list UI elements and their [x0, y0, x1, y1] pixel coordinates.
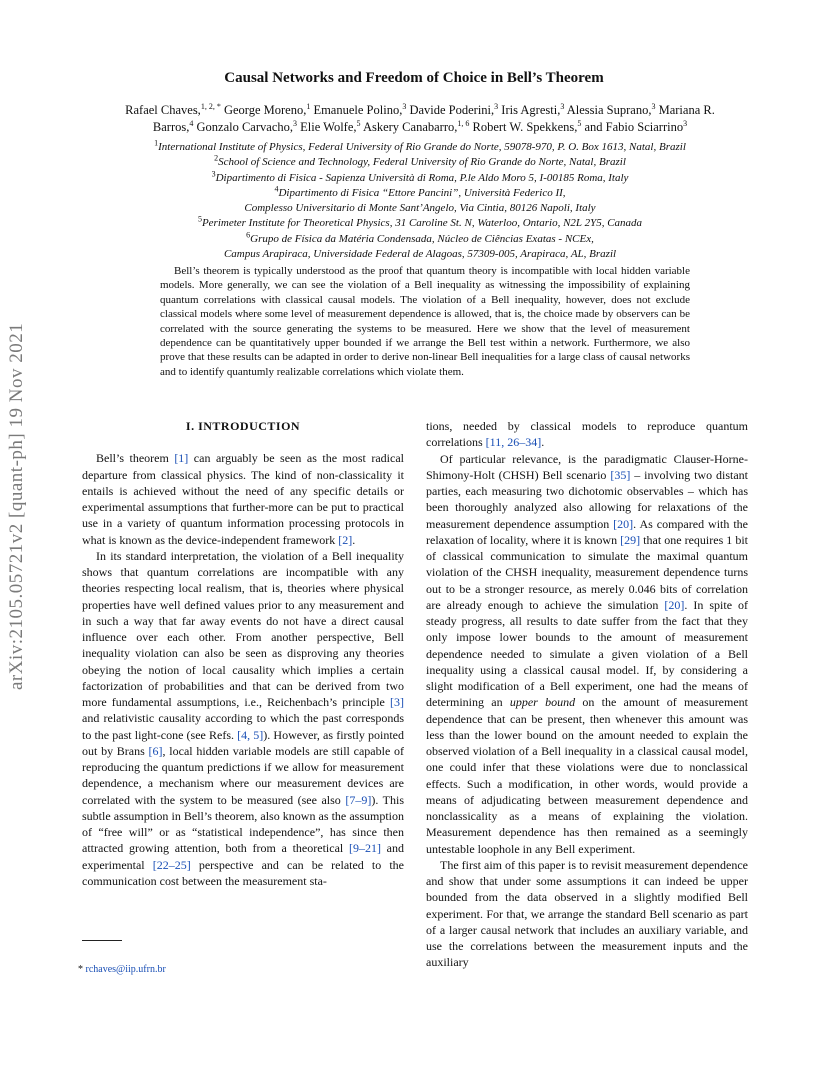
author-list [70, 102, 770, 136]
body-paragraph: Bell’s theorem [1] can arguably be seen as the most radical departure from classical physics. The kind of non-classicality it entails is achieved without the need of any specific details or experimental assumptions that further-more can be put to practical use in a variety of quantum information processing protocols in what is known as the device-independent framework [2]. [82, 451, 404, 547]
author-line-2: Barros,$^4$ Gonzalo Carvacho,$^3$ Elie Wolfe,$^5$ Askery Canabarro,$^{1, 6}$ Robert W. Spekkens,$^5$ and Fabio Sciarrino$^3$ [152, 118, 688, 134]
abstract [160, 264, 690, 379]
abstract-text: Bell’s theorem is typically understood as the proof that quantum theory is incompatible with local hidden variable models. More generally, we can see the violation of a Bell inequality as witnessing the impossibility of explaining quantum correlations with classical causal models. The violation of a Bell inequality, however, does not exclude classical models where some level of measurement dependence is allowed, that is, the choice made by observers can be correlated with the source generating the systems to be measured. Here we show that the level of measurement dependence can be quantitatively upper bounded if we arrange the Bell test within a network. Furthermore, we also prove that these results can be adapted in order to derive non-linear Bell inequalities for a large class of causal networks and to identify quantumly realizable correlations which violate them. [160, 265, 690, 378]
affiliation-line: $^5$Perimeter Institute for Theoretical Physics, 31 Caroline St. N, Waterloo, Ontario, N2L 2Y5, Canada [197, 214, 643, 230]
affiliation-line: $^4$Dipartimento di Fisica “Ettore Pancini”, Università Federico II, [274, 184, 566, 199]
affiliation-line: $^6$Grupo de Física da Matéria Condensada, Núcleo de Ciências Exatas - NCEx, [246, 230, 594, 245]
right-column-body [426, 418, 748, 971]
affiliation-line: $^1$International Institute of Physics, Federal University of Rio Grande do Norte, 59078-970, P. O. Box 1613, Natal, Brazil [154, 138, 686, 153]
footnote-email-link[interactable]: rchaves@iip.ufrn.br [85, 964, 166, 975]
body-paragraph: In its standard interpretation, the violation of a Bell inequality shows that quantum correlations are incompatible with any theories respecting local realism, that is, theories where physical properties have well defined values prior to any measurement and in such a way that far away events do not have a direct causal influence over each other. From another perspective, Bell inequality violation can also be seen as disproving any theories obeying the notion of local causality which implies a certain factorization of probabilities and that can be derived from two more fundamental assumptions, i.e., Reichenbach’s principle [3] and relativistic causality according to which the past corresponds to the past light-cone (see Refs. [4, 5]). However, as firstly pointed out by Brans [6], local hidden variable models are still capable of reproducing the quantum predictions if we allow for measurement dependence, a mechanism where our measurement devices are correlated with the system to be measured (see also [7–9]). This subtle assumption in Bell’s theorem, also known as the assumption of “free will” or as “statistical independence”, has since then attracted growing attention, both from a theoretical [9–21] and experimental [22–25] perspective and can be related to the communication cost between the measurement sta- [82, 548, 404, 888]
paper-title: Causal Networks and Freedom of Choice in Bell’s Theorem [224, 70, 604, 86]
affiliation-line: $^3$Dipartimento di Fisica - Sapienza Università di Roma, P.le Aldo Moro 5, I-00185 Roma, Italy [211, 168, 629, 184]
footnote-mark: * [78, 964, 83, 975]
arxiv-identifier: arXiv:2105.05721v2 [quant-ph] 19 Nov 2021 [6, 322, 27, 690]
left-column-body [82, 450, 404, 889]
body-paragraph: tions, needed by classical models to reproduce quantum correlations [11, 26–34]. [426, 419, 748, 450]
affiliation-line: Complesso Universitario di Monte Sant’Angelo, Via Cintia, 80126 Napoli, Italy [244, 202, 596, 215]
body-paragraph: The first aim of this paper is to revisit measurement dependence and show that under some assumptions it can indeed be upper bounded from the data observed in a slightly modified Bell experiment. For that, we arrange the standard Bell scenario as part of a larger causal network that includes an auxiliary variable, and use the correlations between the measurement inputs and the auxiliary [426, 857, 748, 970]
left-column [82, 418, 404, 889]
affiliation-list [70, 140, 770, 262]
section-heading: I. INTRODUCTION [185, 419, 301, 433]
affiliation-line: Campus Arapiraca, Universidade Federal de Alagoas, 57309-005, Arapiraca, AL, Brazil [223, 248, 617, 261]
footnote-divider [82, 940, 122, 941]
affiliation-line: $^2$School of Science and Technology, Federal University of Rio Grande do Norte, Natal, Brazil [214, 153, 626, 169]
right-column [426, 418, 748, 971]
footnote [78, 964, 166, 975]
author-line-1: Rafael Chaves,$^{1, 2, *}$ George Moreno,$^1$ Emanuele Polino,$^3$ Davide Poderini,$^3$ Iris Agresti,$^3$ Alessia Suprano,$^3$ Mariana R. [125, 101, 715, 117]
body-paragraph: Of particular relevance, is the paradigmatic Clauser-Horne-Shimony-Holt (CHSH) Bell scenario [35] – involving two distant parties, each measuring two dichotomic observables – which has been thoroughly analyzed also allowing for relaxations of the measurement dependence assumption [20]. As compared with the relaxation of locality, where it is known [29] that one requires 1 bit of classical communication to simulate the maximal quantum violation of the CHSH inequality, measurement dependence turns out to be a stronger resource, as merely 0.046 bits of correlation are already enough to achieve the simulation [20]. In spite of steady progress, all results to date suffer from the fact that they only impose lower bounds to the amount of measurement dependence needed to simulate a given violation of a Bell inequality using a classical causal model. If, by considering a slight modification of a Bell experiment, one had the means of determining an upper bound on the amount of measurement dependence that can be present, then whenever this amount was less than the lower bound on the amount needed to explain the observed violation of a Bell inequality in a classical causal model, one could infer that these violations were due to nonclassical effects. Such a modification, in other words, would provide a means of adjudicating between measurement dependence and nonclassicality as a means of explaining the violation. Measurement dependence has then remained as a seemingly untestable loophole in any Bell experiment. [426, 451, 749, 856]
